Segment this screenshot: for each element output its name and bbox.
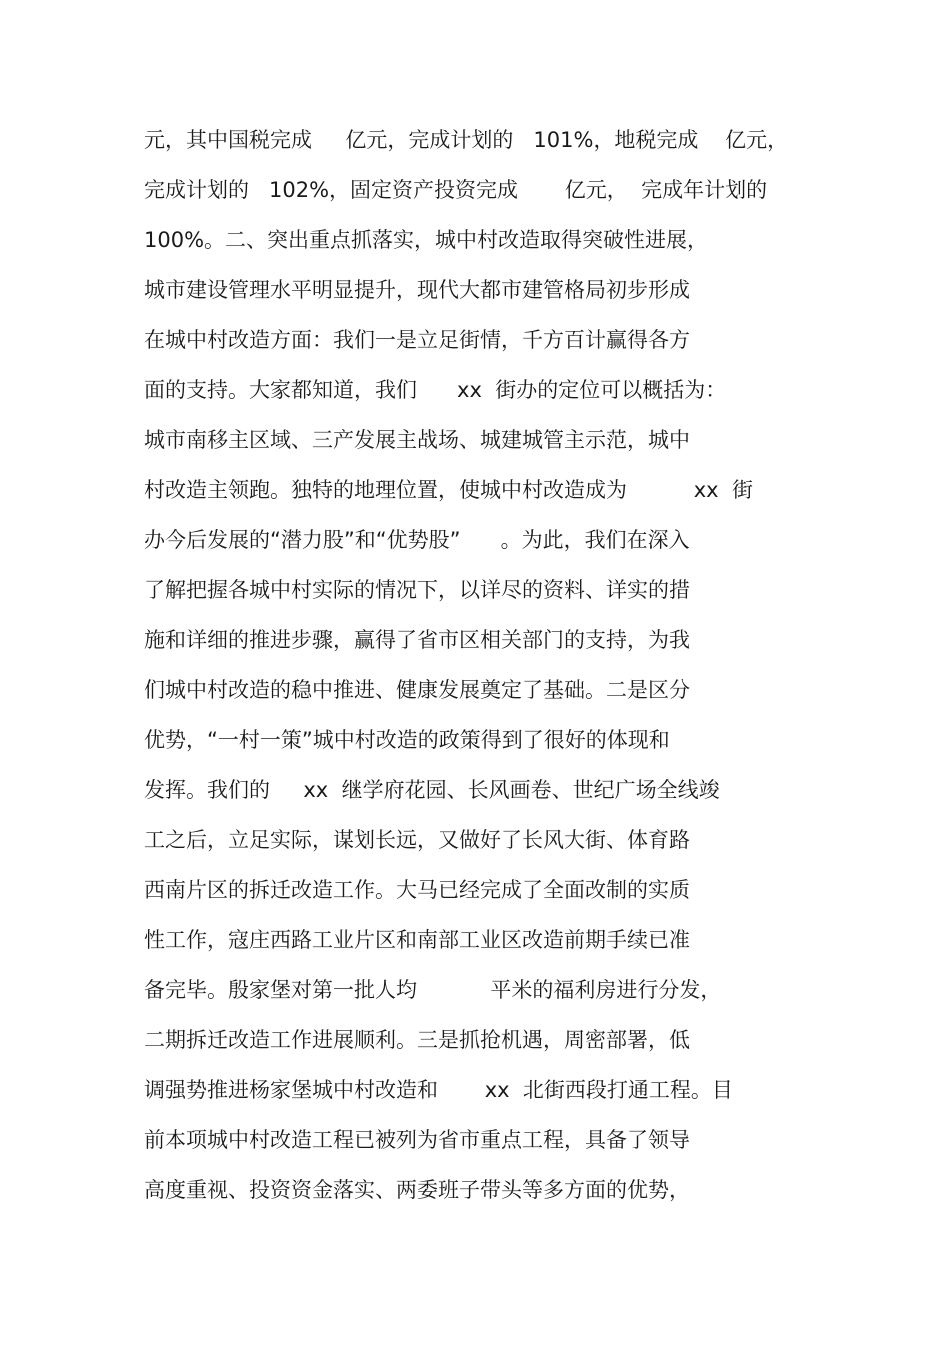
text-line: 村改造主领跑。独特的地理位置，使城中村改造成为 xx 街 (144, 478, 753, 502)
text-line: 了解把握各城中村实际的情况下，以详尽的资料、详实的措 (144, 578, 690, 602)
body-text (144, 118, 824, 1218)
text-line: 高度重视、投资资金落实、两委班子带头等多方面的优势， (144, 1178, 690, 1202)
text-line: 备完毕。殷家堡对第一批人均 平米的福利房进行分发， (144, 978, 722, 1002)
text-line: 在城中村改造方面：我们一是立足街情，千方百计赢得各方 (144, 328, 690, 352)
text-line: 100%。二、突出重点抓落实，城中村改造取得突破性进展， (144, 228, 709, 252)
text-line: 前本项城中村改造工程已被列为省市重点工程，具备了领导 (144, 1128, 690, 1152)
text-line: 施和详细的推进步骤，赢得了省市区相关部门的支持，为我 (144, 628, 690, 652)
text-line: 城市建设管理水平明显提升，现代大都市建管格局初步形成 (144, 278, 690, 302)
text-line: 性工作，寇庄西路工业片区和南部工业区改造前期手续已准 (144, 928, 690, 952)
text-line: 面的支持。大家都知道，我们 xx 街办的定位可以概括为： (144, 378, 727, 402)
text-line: 优势，“一村一策”城中村改造的政策得到了很好的体现和 (144, 728, 670, 752)
text-line: 城市南移主区域、三产发展主战场、城建城管主示范，城中 (144, 428, 690, 452)
text-line: 二期拆迁改造工作进展顺利。三是抓抢机遇，周密部署，低 (144, 1028, 690, 1052)
text-line: 发挥。我们的 xx 继学府花园、长风画卷、世纪广场全线竣 (144, 778, 720, 802)
text-line: 调强势推进杨家堡城中村改造和 xx 北街西段打通工程。目 (144, 1078, 733, 1102)
text-line: 们城中村改造的稳中推进、健康发展奠定了基础。二是区分 (144, 678, 690, 702)
text-line: 办今后发展的“潜力股”和“优势股” 。为此，我们在深入 (144, 528, 690, 552)
text-line: 完成计划的 102%，固定资产投资完成 亿元， 完成年计划的 (144, 178, 768, 202)
text-line: 工之后，立足实际，谋划长远，又做好了长风大街、体育路 (144, 828, 690, 852)
text-line: 西南片区的拆迁改造工作。大马已经完成了全面改制的实质 (144, 878, 690, 902)
text-line: 元，其中国税完成 亿元，完成计划的 101%，地税完成 亿元， (144, 128, 789, 152)
